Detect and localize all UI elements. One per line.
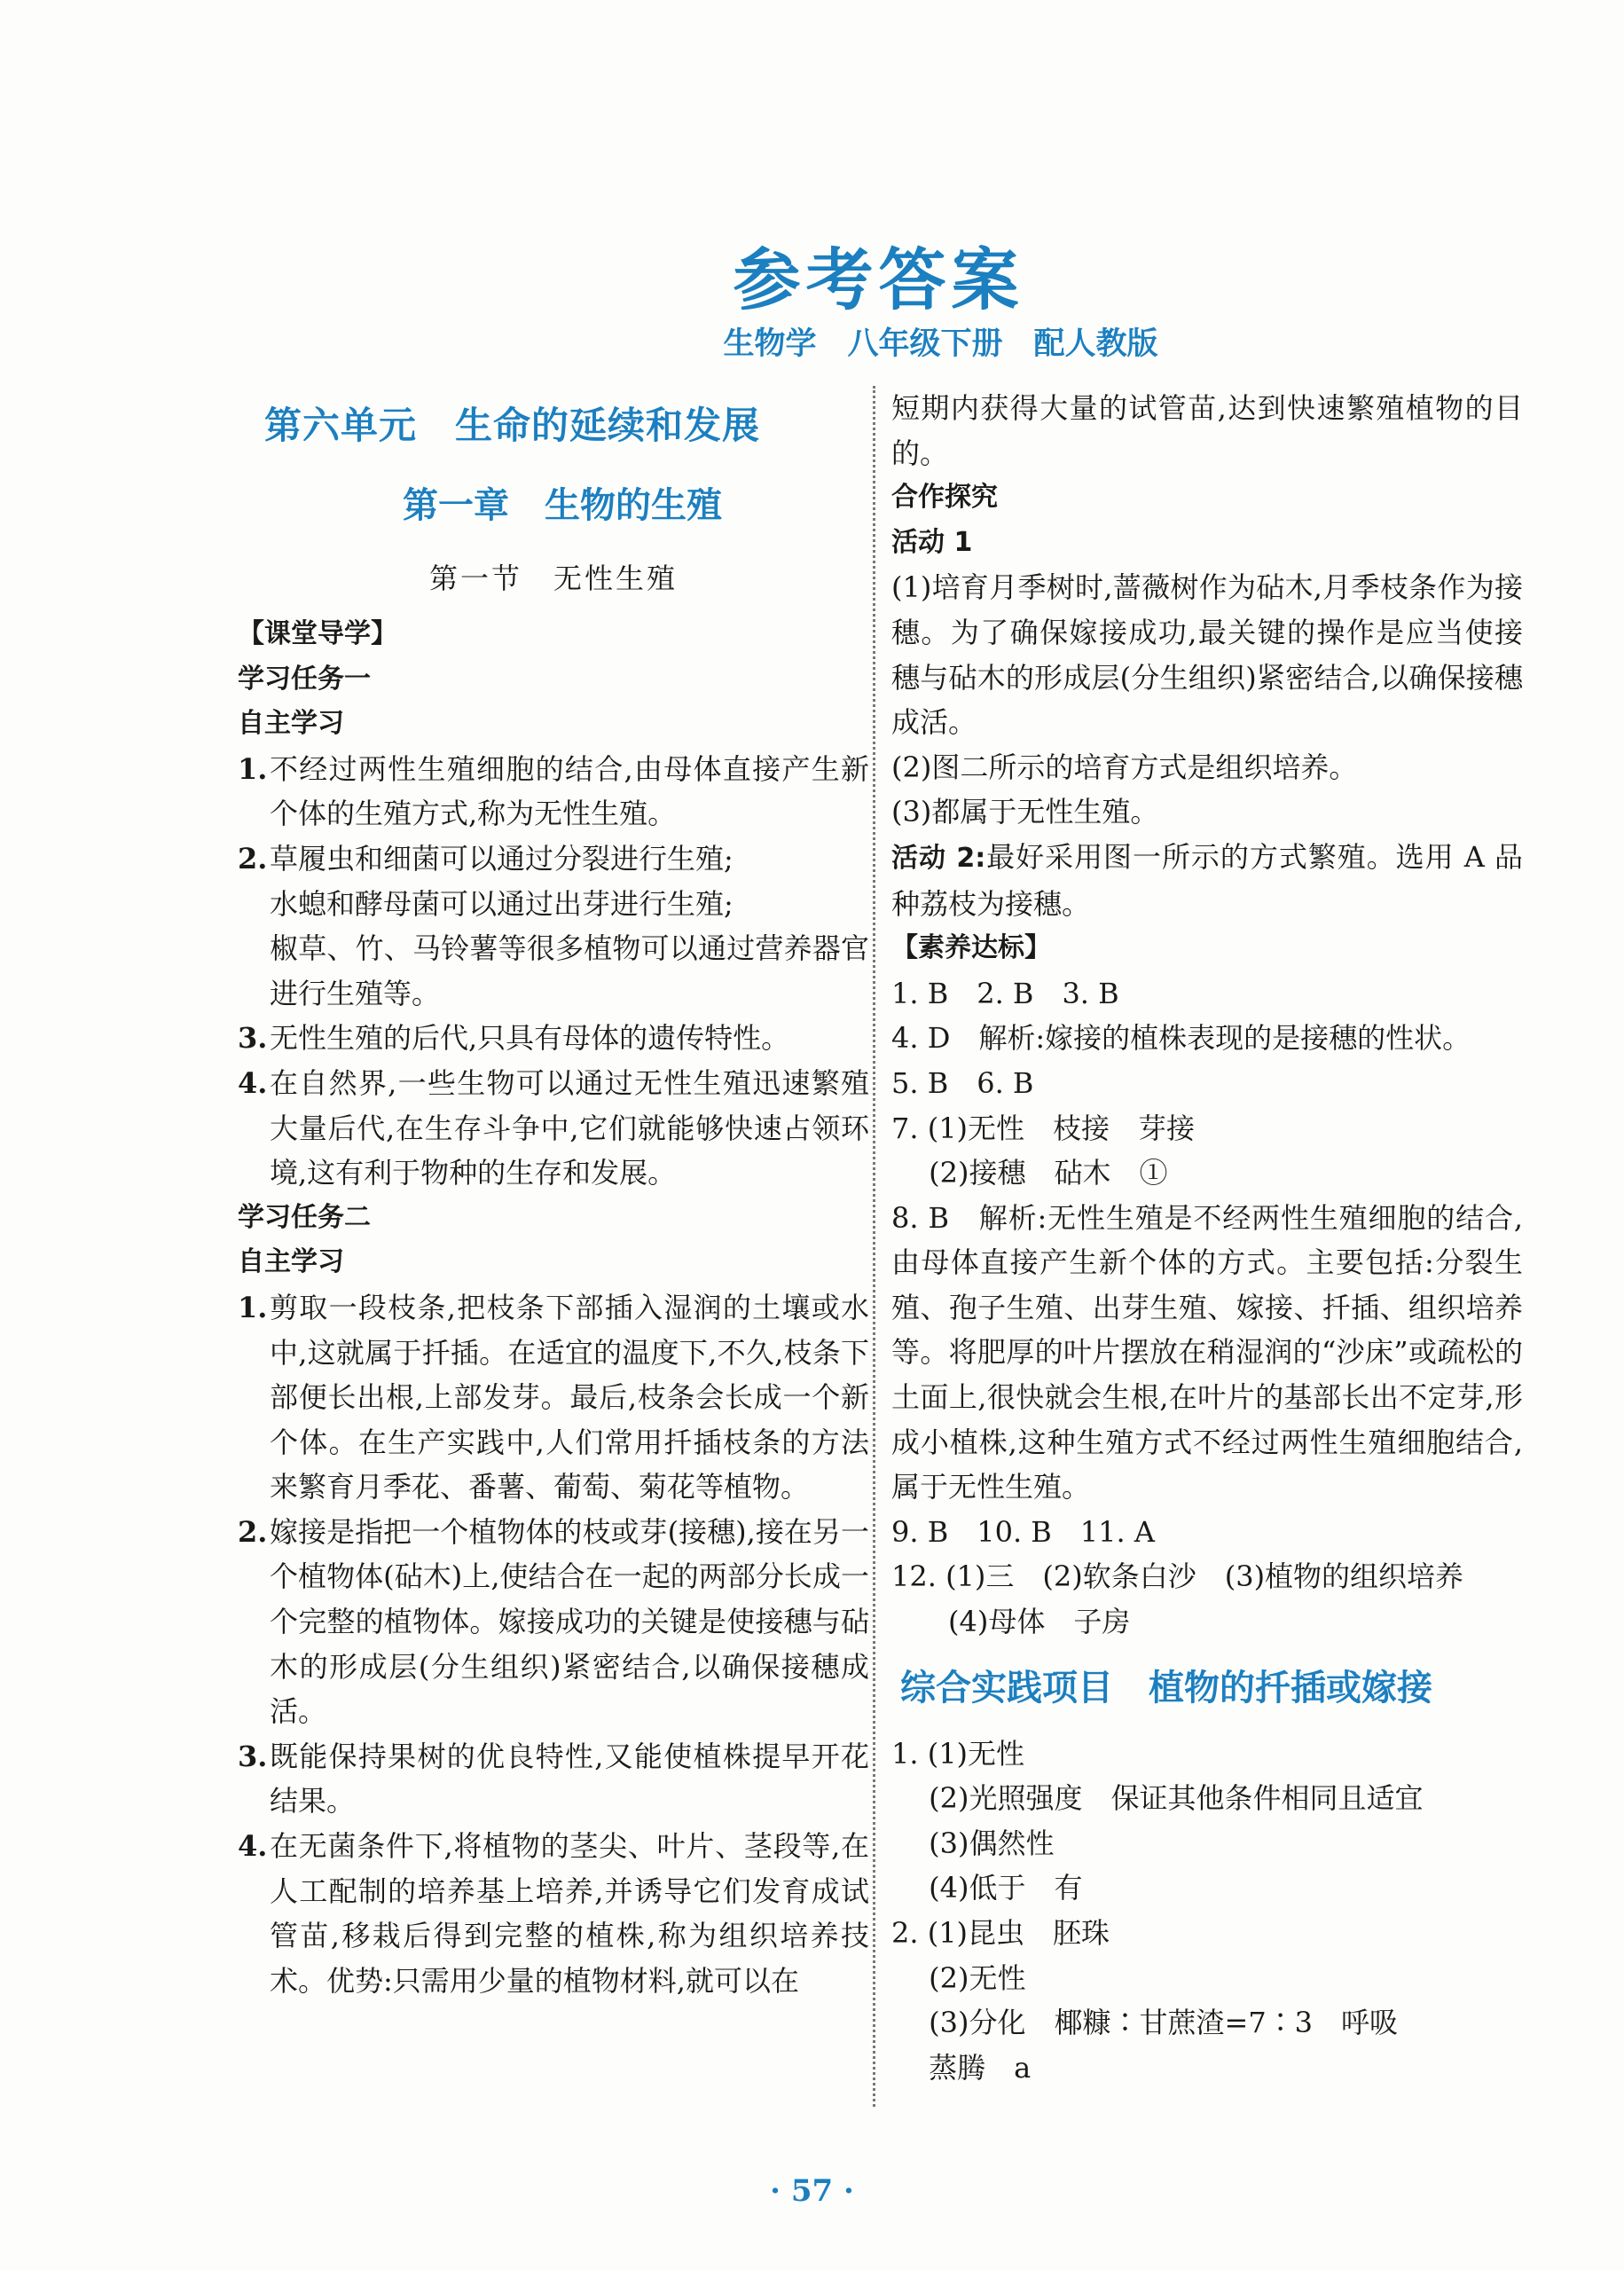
- item-text: 无性生殖的后代,只具有母体的遗传特性。: [270, 1021, 790, 1056]
- unit-heading: 第六单元 生命的延续和发展: [264, 404, 761, 447]
- item-number: 1.: [238, 751, 268, 786]
- list-item: [238, 1824, 869, 2003]
- answer-line: (2)接穗 砧木 ①: [891, 1156, 1168, 1190]
- page-subtitle: 生物学 八年级下册 配人教版: [723, 326, 1158, 362]
- answer-line: 9. B 10. B 11. A: [891, 1514, 1155, 1549]
- self-study2-label: 自主学习: [238, 1246, 344, 1278]
- answer-line: 1. B 2. B 3. B: [891, 976, 1119, 1010]
- project-answer-line: 1. (1)无性: [891, 1736, 1025, 1771]
- left-column: [238, 386, 869, 2003]
- activity1-answer: (1)培育月季树时,蔷薇树作为砧木,月季枝条作为接穗。为了确保嫁接成功,最关键的操作是应当使接穗与砧木的形成层(分生组织)紧密结合,以确保接穗成活。: [891, 570, 1523, 740]
- list-item: [238, 1016, 869, 1061]
- item-text: 剪取一段枝条,把枝条下部插入湿润的土壤或水中,这就属于扦插。在适宜的温度下,不久,枝条下部便长出根,上部发芽。最后,枝条会长成一个新个体。在生产实践中,人们常用扦插枝条的方法来繁育月季花、番薯、葡萄、菊花等植物。: [270, 1290, 869, 1504]
- answer-line: 4. D 解析:嫁接的植株表现的是接穗的性状。: [891, 1021, 1471, 1056]
- guide-label: 【课堂导学】: [238, 618, 397, 649]
- answer-line: 7. (1)无性 枝接 芽接: [891, 1111, 1196, 1145]
- activity1-answer: (2)图二所示的培育方式是组织培养。: [891, 750, 1358, 784]
- cooperation-label: 合作探究: [891, 482, 998, 514]
- list-item: [238, 1061, 869, 1196]
- task2-label: 学习任务二: [238, 1201, 371, 1233]
- activity2-label: 活动 2:: [891, 842, 986, 874]
- item-number: 4.: [238, 1829, 268, 1864]
- answer-line: 12. (1)三 (2)软条白沙 (3)植物的组织培养: [891, 1559, 1464, 1594]
- item-text-continued: 椒草、竹、马铃薯等很多植物可以通过营养器官进行生殖等。: [270, 931, 869, 1010]
- list-item: [238, 837, 869, 882]
- list-item: [238, 1285, 869, 1510]
- activity2-text: 最好采用图一所示的方式繁殖。选用 A 品种荔枝为接穗。: [891, 839, 1523, 921]
- page-title: 参考答案: [733, 240, 1024, 319]
- project-answer-line: 2. (1)昆虫 胚珠: [891, 1916, 1110, 1950]
- answer-line: 5. B 6. B: [891, 1065, 1034, 1100]
- self-study1-label: 自主学习: [238, 708, 344, 740]
- item-text: 不经过两性生殖细胞的结合,由母体直接产生新个体的生殖方式,称为无性生殖。: [270, 751, 869, 831]
- activity1-answer: (3)都属于无性生殖。: [891, 795, 1159, 829]
- activity1-label: 活动 1: [891, 526, 973, 558]
- answer-line: (4)母体 子房: [891, 1605, 1131, 1639]
- continued-text: 短期内获得大量的试管苗,达到快速繁殖植物的目的。: [891, 391, 1523, 470]
- item-text-continued: 水螅和酵母菌可以通过出芽进行生殖;: [270, 886, 734, 921]
- quality-label: 【素养达标】: [891, 932, 1051, 964]
- project-answer-line: (2)无性: [891, 1960, 1026, 1995]
- task1-label: 学习任务一: [238, 663, 371, 695]
- item-number: 4.: [238, 1065, 268, 1100]
- answer-line: 8. B 解析:无性生殖是不经两性生殖细胞的结合,由母体直接产生新个体的方式。主要包括:分裂生殖、孢子生殖、出芽生殖、嫁接、扦插、组织培养等。将肥厚的叶片摆放在稍湿润的“沙床”或疏松的土面上,很快就会生根,在叶片的基部长出不定芽,形成小植株,这种生殖方式不经过两性生殖细胞结合,属于无性生殖。: [891, 1200, 1523, 1504]
- list-item: [238, 1510, 869, 1734]
- item-text: 草履虫和细菌可以通过分裂进行生殖;: [270, 841, 734, 876]
- item-number: 1.: [238, 1290, 268, 1324]
- chapter-heading: 第一章 生物的生殖: [403, 485, 722, 526]
- item-number: 3.: [238, 1021, 268, 1056]
- project-answer-line: (3)偶然性: [891, 1826, 1055, 1860]
- project-answer-line: (2)光照强度 保证其他条件相同且适宜: [891, 1781, 1424, 1816]
- item-number: 2.: [238, 1514, 268, 1549]
- list-item: [238, 747, 869, 837]
- project-heading: 综合实践项目 植物的扦插或嫁接: [900, 1667, 1432, 1708]
- item-text: 在自然界,一些生物可以通过无性生殖迅速繁殖大量后代,在生存斗争中,它们就能够快速占领环境,这有利于物种的生存和发展。: [270, 1065, 869, 1190]
- page-number: · 57 ·: [770, 2173, 854, 2209]
- item-text: 既能保持果树的优良特性,又能使植株提早开花结果。: [270, 1739, 869, 1818]
- column-divider: [873, 386, 875, 2107]
- item-number: 3.: [238, 1739, 268, 1773]
- item-text: 嫁接是指把一个植物体的枝或芽(接穗),接在另一个植物体(砧木)上,使结合在一起的两部分长成一个完整的植物体。嫁接成功的关键是使接穗与砧木的形成层(分生组织)紧密结合,以确保接穗成活。: [270, 1514, 869, 1729]
- project-answer-line: 蒸腾 a: [891, 2050, 1032, 2085]
- list-item: [238, 1734, 869, 1824]
- right-column: [891, 386, 1523, 2090]
- item-text: 在无菌条件下,将植物的茎尖、叶片、茎段等,在人工配制的培养基上培养,并诱导它们发育成试管苗,移栽后得到完整的植株,称为组织培养技术。优势:只需用少量的植物材料,就可以在: [270, 1829, 869, 1998]
- activity2-answer: [891, 835, 1523, 926]
- section-title: 第一节 无性生殖: [428, 562, 678, 595]
- item-number: 2.: [238, 841, 268, 876]
- project-answer-line: (3)分化 椰糠∶甘蔗渣=7∶3 呼吸: [891, 2006, 1399, 2040]
- project-answer-line: (4)低于 有: [891, 1871, 1083, 1905]
